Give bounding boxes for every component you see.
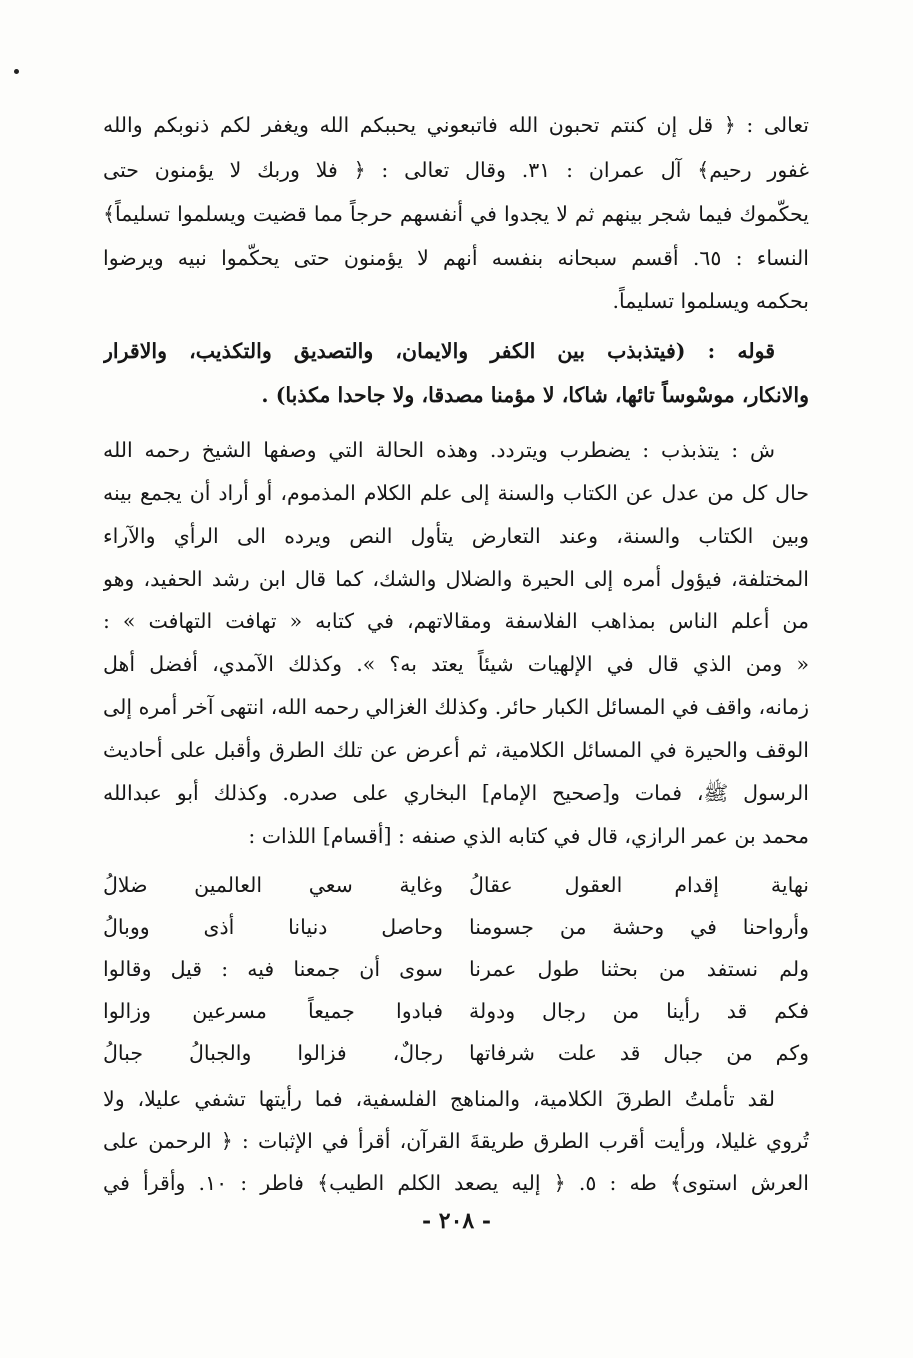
poem-hemistich-second: وغاية سعي العالمين ضلالُ — [103, 873, 443, 897]
poem-hemistich-second: رجالٌ، فزالوا والجبالُ جبالُ — [103, 1041, 443, 1065]
commentary-line: محمد بن عمر الرازي، قال في كتابه الذي صنفه : [أقسام] اللذات : — [248, 824, 809, 848]
closing-line: لقد تأملتُ الطرقَ الكلامية، والمناهج الفلسفية، فما رأيتها تشفي عليلا، ولا — [103, 1087, 775, 1111]
poem-verse — [103, 950, 809, 990]
commentary-line: « ومن الذي قال في الإلهيات شيئاً يعتد به؟ ». وكذلك الآمدي، أفضل أهل — [103, 652, 809, 676]
closing-line: العرش استوى﴾ طه : ٥. ﴿ إليه يصعد الكلم الطيب﴾ فاطر : ١٠. وأقرأ في — [103, 1171, 809, 1195]
page-number: - ٢٠٨ - — [421, 1208, 492, 1234]
text-line: النساء : ٦٥. أقسم سبحانه بنفسه أنهم لا يؤمنون حتى يحكّموا نبيه ويرضوا — [103, 246, 809, 270]
poem-hemistich-first: وأرواحنا في وحشة من جسومنا — [469, 915, 809, 939]
text-line: غفور رحيم﴾ آل عمران : ٣١. وقال تعالى : ﴿ فلا وربك لا يؤمنون حتى — [103, 158, 809, 182]
poem-verse — [103, 908, 809, 948]
quote-line: قوله : (فيتذبذب بين الكفر والايمان، والتصديق والتكذيب، والاقرار — [103, 339, 775, 363]
text-line: يحكّموك فيما شجر بينهم ثم لا يجدوا في أنفسهم حرجاً مما قضيت ويسلموا تسليماً﴾ — [103, 202, 809, 226]
commentary-line: الرسول ﷺ، فمات و[صحيح الإمام] البخاري على صدره. وكذلك أبو عبدالله — [103, 781, 809, 805]
commentary-line: وبين الكتاب والسنة، وعند التعارض يتأول النص ويرده الى الرأي والآراء — [103, 524, 809, 548]
text-line: بحكمه ويسلموا تسليماً. — [612, 289, 809, 313]
poem-hemistich-first: وكم من جبال قد علت شرفاتها — [469, 1041, 809, 1065]
commentary-line: زمانه، واقف في المسائل الكبار حائر. وكذلك الغزالي رحمه الله، انتهى آخر أمره إلى — [103, 695, 809, 719]
commentary-line: الوقف والحيرة في المسائل الكلامية، ثم أعرض عن تلك الطرق وأقبل على أحاديث — [103, 738, 809, 762]
closing-line: تُروي غليلا، ورأيت أقرب الطرق طريقةَ القرآن، أقرأ في الإثبات : ﴿ الرحمن على — [103, 1129, 809, 1153]
poem-hemistich-first: فكم قد رأينا من رجال ودولة — [469, 999, 809, 1023]
poem-verse — [103, 866, 809, 906]
poem-hemistich-first: نهاية إقدام العقول عقالُ — [469, 873, 809, 897]
scan-speck — [14, 69, 19, 74]
poem-verse — [103, 992, 809, 1032]
commentary-line: ش : يتذبذب : يضطرب ويتردد. وهذه الحالة التي وصفها الشيخ رحمه الله — [103, 438, 775, 462]
commentary-line: المختلفة، فيؤول أمره إلى الحيرة والضلال والشك، كما قال ابن رشد الحفيد، وهو — [103, 567, 809, 591]
text-line: تعالى : ﴿ قل إن كنتم تحبون الله فاتبعوني يحببكم الله ويغفر لكم ذنوبكم والله — [103, 113, 809, 137]
poem-hemistich-second: وحاصل دنيانا أذى ووبالُ — [103, 915, 443, 939]
quote-line: والانكار، موسْوساً تائها، شاكا، لا مؤمنا مصدقا، ولا جاحدا مكذبا) . — [261, 383, 809, 407]
commentary-line: حال كل من عدل عن الكتاب والسنة إلى علم الكلام المذموم، أو أراد أن يجمع بينه — [103, 481, 809, 505]
poem-hemistich-second: سوى أن جمعنا فيه : قيل وقالوا — [103, 957, 443, 981]
poem-hemistich-second: فبادوا جميعاً مسرعين وزالوا — [103, 999, 443, 1023]
poem-hemistich-first: ولم نستفد من بحثنا طول عمرنا — [469, 957, 809, 981]
commentary-line: من أعلم الناس بمذاهب الفلاسفة ومقالاتهم، في كتابه « تهافت التهافت » : — [103, 609, 809, 633]
poem-verse — [103, 1034, 809, 1074]
